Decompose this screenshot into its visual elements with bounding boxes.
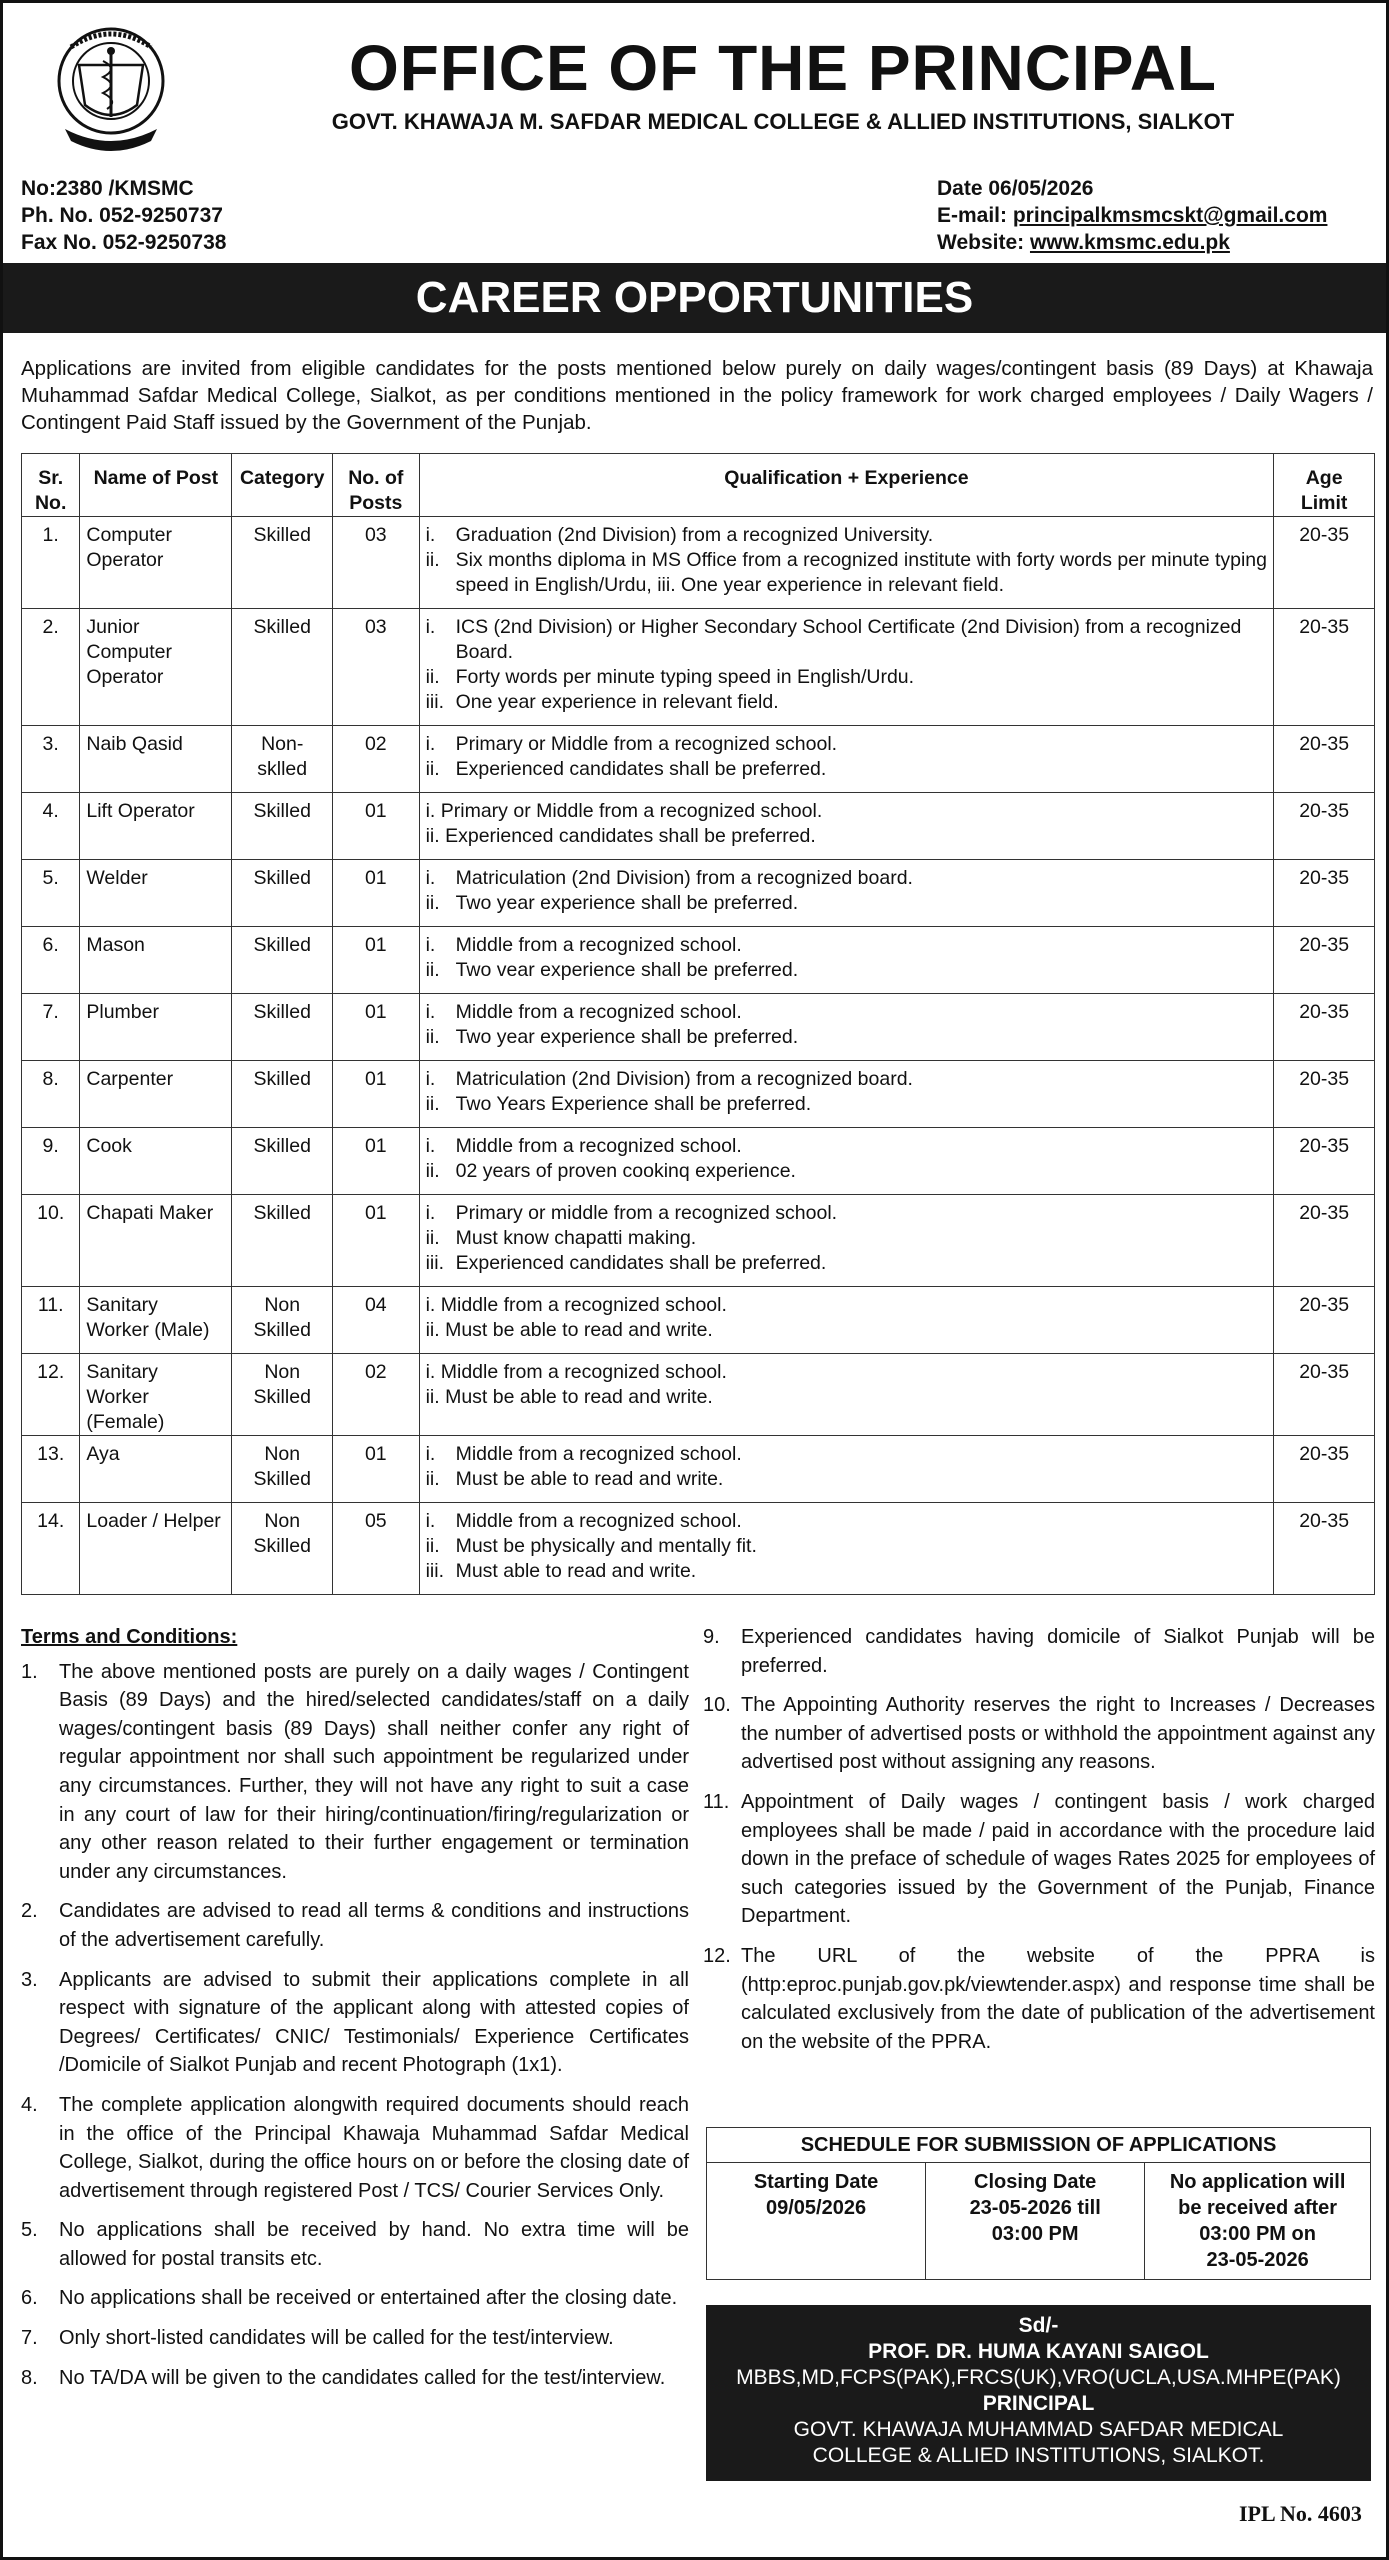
term-text: The above mentioned posts are purely on a daily wages / Contingent Basis (89 Days) and the hired/selected candidates/staff on a daily wages/contingent basis (89 Days) shall neither confer any right of regular appointment nor shall such appointment be regularized under any circumstances. Further, they will not have any right to suit a case in any court of law for their hiring/continuation/firing/regularization or any other reason related to their further engagement or termination under any circumstances. [59,1660,689,1883]
row-category: Skilled [232,1061,333,1128]
term-item [21,2284,689,2313]
row-category: Skilled [232,609,333,726]
row-post-name: Sanitary Worker (Male) [80,1287,232,1354]
row-post-count: 03 [333,517,420,609]
term-text: No applications shall be received by hand. No extra time will be allowed for postal transits etc. [59,2219,689,2270]
qualification-marker: ii. [425,666,440,688]
email-line [937,202,1327,229]
qualification-item [426,1360,1268,1385]
row-qualification [419,1128,1274,1195]
qualification-text: 02 years of proven cookinq experience. [455,1160,796,1182]
deadline-note-line: be received after [1178,2197,1338,2219]
qualification-text: Graduation (2nd Division) from a recognized University. [455,524,934,546]
qualification-item [426,690,1268,715]
term-item [21,2091,689,2205]
qualification-text: Two Years Experience shall be preferred. [455,1093,812,1115]
row-serial: 14. [22,1503,80,1595]
qualification-marker: ii. [425,549,440,571]
qualification-item [426,1293,1268,1318]
qualification-marker: i. [425,1202,436,1224]
term-number: 6. [21,2287,38,2310]
row-post-count: 01 [333,1195,420,1287]
row-category: Non Skilled [232,1354,333,1436]
row-post-name: Loader / Helper [80,1503,232,1595]
contact-block [937,175,1327,256]
table-row [22,1128,1375,1195]
qualification-item [426,824,1268,849]
qualification-marker: iii. [425,1560,445,1582]
row-post-count: 01 [333,793,420,860]
qualification-text: Middle from a recognized school. [455,1001,742,1023]
row-category: Skilled [232,793,333,860]
row-category: Skilled [232,994,333,1061]
header-posts: No. of Posts [333,454,420,517]
table-row [22,1195,1375,1287]
issue-date: Date 06/05/2026 [937,177,1094,200]
header-name: Name of Post [80,454,232,517]
row-category: Non-sklled [232,726,333,793]
reference-number: No:2380 /KMSMC [21,177,194,200]
starting-date-label: Starting Date [753,2171,879,2193]
qualification-marker: i. [425,524,436,546]
deadline-note-line: 03:00 PM on [1199,2223,1316,2245]
header-age: Age Limit [1274,454,1375,517]
qualification-marker: i. [425,1068,436,1090]
row-age-limit: 20-35 [1274,927,1375,994]
header-qualification: Qualification + Experience [419,454,1274,517]
schedule-heading: SCHEDULE FOR SUBMISSION OF APPLICATIONS [707,2128,1371,2163]
terms-right-column [703,1623,1375,2067]
fax-number: Fax No. 052-9250738 [21,231,227,254]
row-qualification [419,517,1274,609]
term-number: 12. [703,1944,731,1967]
row-qualification [419,1061,1274,1128]
row-category: Skilled [232,1195,333,1287]
row-category: Skilled [232,517,333,609]
qualification-text: Primary or Middle from a recognized school. [455,733,838,755]
qualification-text: One year experience in relevant field. [455,691,779,713]
row-post-name: Aya [80,1436,232,1503]
row-serial: 2. [22,609,80,726]
qualification-text: Two vear experience shall be preferred. [455,959,799,981]
row-age-limit: 20-35 [1274,517,1375,609]
qualification-text: ii. Experienced candidates shall be preferred. [425,825,816,847]
row-serial: 12. [22,1354,80,1436]
row-serial: 8. [22,1061,80,1128]
term-number: 7. [21,2327,38,2350]
qualification-text: i. Middle from a recognized school. [425,1361,727,1383]
row-qualification [419,609,1274,726]
row-category: Skilled [232,860,333,927]
qualification-text: Middle from a recognized school. [455,1443,742,1465]
qualification-item [426,891,1268,916]
website-link[interactable]: www.kmsmc.edu.pk [1029,231,1230,254]
qualification-item [426,1226,1268,1251]
row-category: Skilled [232,927,333,994]
schedule-table [706,2127,1371,2280]
row-post-count: 05 [333,1503,420,1595]
qualification-text: Matriculation (2nd Division) from a recognized board. [455,1068,913,1090]
qualification-marker: i. [425,1443,436,1465]
row-post-count: 01 [333,860,420,927]
website-line [937,229,1327,256]
term-number: 8. [21,2366,38,2389]
row-post-name: Carpenter [80,1061,232,1128]
term-item [703,1942,1375,2056]
row-serial: 10. [22,1195,80,1287]
header-category: Category [232,454,333,517]
row-qualification [419,927,1274,994]
term-item [21,1658,689,1887]
table-row [22,994,1375,1061]
term-item [703,1788,1375,1931]
website-label: Website: [937,231,1030,254]
qualification-item [426,866,1268,891]
row-post-count: 02 [333,726,420,793]
qualification-item [426,1559,1268,1584]
term-text: Applicants are advised to submit their applications complete in all respect with signature of the applicant along with attested copies of Degrees/ Certificates/ CNIC/ Testimonials/ Experience Certificates /Domicile of Sialkot Punjab and recent Photograph (1x1). [59,1968,689,2077]
page-title: OFFICE OF THE PRINCIPAL [348,32,1218,104]
qualification-text: Middle from a recognized school. [455,1135,742,1157]
table-row [22,927,1375,994]
reference-block [21,175,226,256]
signature-sd: Sd/- [1018,2314,1059,2337]
row-post-name: Lift Operator [80,793,232,860]
qualification-item [426,523,1268,548]
closing-date-cell [926,2163,1145,2280]
qualification-text: Middle from a recognized school. [455,1510,742,1532]
term-item [21,2324,689,2353]
qualification-marker: i. [425,1135,436,1157]
closing-date-label: Closing Date [974,2171,1097,2193]
row-serial: 5. [22,860,80,927]
signatory-org-line2: COLLEGE & ALLIED INSTITUTIONS, SIALKOT. [812,2444,1265,2467]
qualification-text: Forty words per minute typing speed in English/Urdu. [455,666,915,688]
row-serial: 11. [22,1287,80,1354]
qualification-item [426,1134,1268,1159]
qualification-item [426,958,1268,983]
term-text: No TA/DA will be given to the candidates called for the test/interview. [59,2366,666,2389]
row-age-limit: 20-35 [1274,793,1375,860]
qualification-text: Two year experience shall be preferred. [455,892,799,914]
deadline-note-line: No application will [1169,2171,1346,2193]
term-number: 9. [703,1626,720,1648]
qualification-item [426,799,1268,824]
term-number: 10. [703,1694,731,1717]
qualification-text: Experienced candidates shall be preferred. [455,758,827,780]
qualification-marker: ii. [425,1468,440,1490]
qualification-marker: ii. [425,892,440,914]
deadline-note-cell [1145,2163,1371,2280]
row-post-count: 04 [333,1287,420,1354]
row-post-count: 01 [333,1128,420,1195]
term-number: 5. [21,2219,38,2242]
row-post-name: Sanitary Worker (Female) [80,1354,232,1436]
term-item [21,2216,689,2273]
row-serial: 9. [22,1128,80,1195]
row-post-name: Plumber [80,994,232,1061]
qualification-text: Must be able to read and write. [455,1468,724,1490]
row-category: Non Skilled [232,1436,333,1503]
term-text: Experienced candidates having domicile of Sialkot Punjab will be preferred. [741,1626,1375,1677]
deadline-note-line: 23-05-2026 [1206,2249,1309,2271]
row-age-limit: 20-35 [1274,1195,1375,1287]
table-row [22,726,1375,793]
signatory-org-line1: GOVT. KHAWAJA MUHAMMAD SAFDAR MEDICAL [793,2418,1284,2441]
qualification-item [426,1000,1268,1025]
row-qualification [419,860,1274,927]
row-qualification [419,793,1274,860]
row-post-count: 01 [333,927,420,994]
row-category: Skilled [232,1128,333,1195]
row-post-count: 01 [333,1061,420,1128]
row-post-name: Junior Computer Operator [80,609,232,726]
row-post-name: Mason [80,927,232,994]
qualification-item [426,732,1268,757]
row-post-count: 01 [333,1436,420,1503]
qualification-item [426,933,1268,958]
qualification-item [426,757,1268,782]
header-sr: Sr. No. [22,454,80,517]
qualification-item [426,1092,1268,1117]
qualification-marker: ii. [425,1535,440,1557]
qualification-item [426,1467,1268,1492]
qualification-text: i. Middle from a recognized school. [425,1294,727,1316]
table-row [22,609,1375,726]
qualification-item [426,1251,1268,1276]
qualification-text: ii. Must be able to read and write. [425,1319,713,1341]
closing-date-value: 23-05-2026 till [969,2197,1101,2219]
row-qualification [419,1436,1274,1503]
qualification-text: Two year experience shall be preferred. [455,1026,799,1048]
qualification-text: i. Primary or Middle from a recognized school. [425,800,823,822]
row-age-limit: 20-35 [1274,726,1375,793]
row-category: Non Skilled [232,1287,333,1354]
qualification-marker: ii. [425,1160,440,1182]
row-post-name: Computer Operator [80,517,232,609]
term-number: 3. [21,1968,38,1991]
phone-number: Ph. No. 052-9250737 [21,204,223,227]
signatory-degrees: MBBS,MD,FCPS(PAK),FRCS(UK),VRO(UCLA,USA.MHPE(PAK) [736,2366,1341,2389]
row-age-limit: 20-35 [1274,1436,1375,1503]
qualification-marker: ii. [425,1227,440,1249]
row-category: Non Skilled [232,1503,333,1595]
starting-date-cell [707,2163,926,2280]
qualification-marker: ii. [425,959,440,981]
row-post-name: Welder [80,860,232,927]
qualification-item [426,1318,1268,1343]
row-serial: 1. [22,517,80,609]
row-age-limit: 20-35 [1274,860,1375,927]
row-serial: 7. [22,994,80,1061]
term-number: 2. [21,1900,38,1923]
qualification-marker: i. [425,616,436,638]
table-row [22,1503,1375,1595]
row-qualification [419,1354,1274,1436]
college-seal-icon [51,25,171,153]
letterhead [3,3,1386,163]
qualification-marker: ii. [425,1093,440,1115]
qualification-text: Middle from a recognized school. [455,934,742,956]
qualification-marker: i. [425,934,436,956]
term-text: The URL of the website of the PPRA is (http:eproc.punjab.gov.pk/viewtender.aspx) and response time shall be calculated exclusively from the date of publication of the advertisement on the website of the PPRA. [741,1944,1375,2053]
term-text: The complete application alongwith required documents should reach in the office of the Principal Khawaja Muhammad Safdar Medical College, Sialkot, during the office hours on or before the closing date of advertisement through registered Post / TCS/ Courier Services Only. [59,2093,689,2202]
table-row [22,1061,1375,1128]
table-row [22,1436,1375,1503]
qualification-text: Experienced candidates shall be preferred. [455,1252,827,1274]
row-qualification [419,726,1274,793]
row-post-count: 02 [333,1354,420,1436]
qualification-item [426,1159,1268,1184]
qualification-text: Matriculation (2nd Division) from a recognized board. [455,867,913,889]
closing-time-value: 03:00 PM [991,2223,1079,2245]
qualification-marker: i. [425,1510,436,1532]
qualification-text: Must able to read and write. [455,1560,697,1582]
table-row [22,860,1375,927]
qualification-item [426,1442,1268,1467]
qualification-marker: i. [425,867,436,889]
qualification-item [426,615,1268,665]
starting-date-value: 09/05/2026 [766,2197,867,2219]
term-item [703,1691,1375,1777]
row-post-name: Chapati Maker [80,1195,232,1287]
term-item [703,1623,1375,1680]
qualification-marker: ii. [425,758,440,780]
qualification-text: ICS (2nd Division) or Higher Secondary School Certificate (2nd Division) from a recognized Board. [455,616,1242,663]
email-label: E-mail: [937,204,1013,227]
row-serial: 4. [22,793,80,860]
qualification-text: ii. Must be able to read and write. [425,1386,713,1408]
term-number: 1. [21,1660,38,1683]
signatory-name: PROF. DR. HUMA KAYANI SAIGOL [868,2340,1209,2363]
term-text: Candidates are advised to read all terms & conditions and instructions of the advertisement carefully. [59,1900,689,1951]
row-qualification [419,1503,1274,1595]
college-name: GOVT. KHAWAJA M. SAFDAR MEDICAL COLLEGE & ALLIED INSTITUTIONS, SIALKOT [331,109,1235,134]
row-age-limit: 20-35 [1274,1287,1375,1354]
table-header-row [22,454,1375,517]
row-age-limit: 20-35 [1274,1503,1375,1595]
table-row [22,517,1375,609]
email-link[interactable]: principalkmsmcskt@gmail.com [1012,204,1328,227]
posts-table [21,453,1375,1595]
row-qualification [419,994,1274,1061]
qualification-marker: i. [425,1001,436,1023]
table-row [22,793,1375,860]
row-qualification [419,1195,1274,1287]
qualification-item [426,1385,1268,1410]
term-text: Only short-listed candidates will be called for the test/interview. [59,2327,614,2350]
term-number: 4. [21,2093,38,2116]
qualification-text: Must know chapatti making. [455,1227,697,1249]
row-qualification [419,1287,1274,1354]
table-row [22,1354,1375,1436]
intro-paragraph: Applications are invited from eligible candidates for the posts mentioned below purely on daily wages/contingent basis (89 Days) at Khawaja Muhammad Safdar Medical College, Sialkot, as per conditions mentioned in the policy framework for work charged employees / Daily Wagers / Contingent Paid Staff issued by the Government of the Punjab. [21,357,1373,434]
terms-heading: Terms and Conditions: [21,1626,238,1648]
qualification-marker: ii. [425,1026,440,1048]
term-number: 11. [703,1790,730,1813]
row-age-limit: 20-35 [1274,994,1375,1061]
row-age-limit: 20-35 [1274,609,1375,726]
qualification-item [426,1025,1268,1050]
signatory-designation: PRINCIPAL [982,2392,1095,2415]
term-text: No applications shall be received or entertained after the closing date. [59,2287,678,2310]
qualification-text: Must be physically and mentally fit. [455,1535,757,1557]
row-post-count: 03 [333,609,420,726]
term-item [21,2364,689,2393]
row-post-name: Naib Qasid [80,726,232,793]
qualification-text: Primary or middle from a recognized school. [455,1202,838,1224]
row-serial: 6. [22,927,80,994]
qualification-item [426,548,1268,598]
section-banner: CAREER OPPORTUNITIES [3,263,1386,333]
signature-block [706,2305,1371,2481]
qualification-item [426,1067,1268,1092]
ipl-number: IPL No. 4603 [1239,2501,1362,2526]
qualification-item [426,1509,1268,1534]
row-post-count: 01 [333,994,420,1061]
qualification-item [426,1534,1268,1559]
term-text: The Appointing Authority reserves the right to Increases / Decreases the number of advertised posts or withhold the appointment against any advertised post without assigning any reasons. [741,1694,1375,1774]
qualification-item [426,1201,1268,1226]
row-serial: 3. [22,726,80,793]
table-row [22,1287,1375,1354]
qualification-item [426,665,1268,690]
row-post-name: Cook [80,1128,232,1195]
qualification-text: Six months diploma in MS Office from a recognized institute with forty words per minute typing speed in English/Urdu, iii. One year experience in relevant field. [455,549,1267,596]
qualification-marker: i. [425,733,436,755]
term-item [21,1897,689,1954]
row-age-limit: 20-35 [1274,1061,1375,1128]
row-age-limit: 20-35 [1274,1128,1375,1195]
qualification-marker: iii. [425,1252,445,1274]
terms-left-column [21,1623,689,2403]
term-text: Appointment of Daily wages / contingent basis / work charged employees shall be made / paid in accordance with the procedure laid down in the preface of schedule of wages Rates 2025 for employees of such categories issued by the Government of the Punjab, Finance Department. [741,1790,1375,1928]
row-age-limit: 20-35 [1274,1354,1375,1436]
term-item [21,1966,689,2080]
row-serial: 13. [22,1436,80,1503]
qualification-marker: iii. [425,691,445,713]
